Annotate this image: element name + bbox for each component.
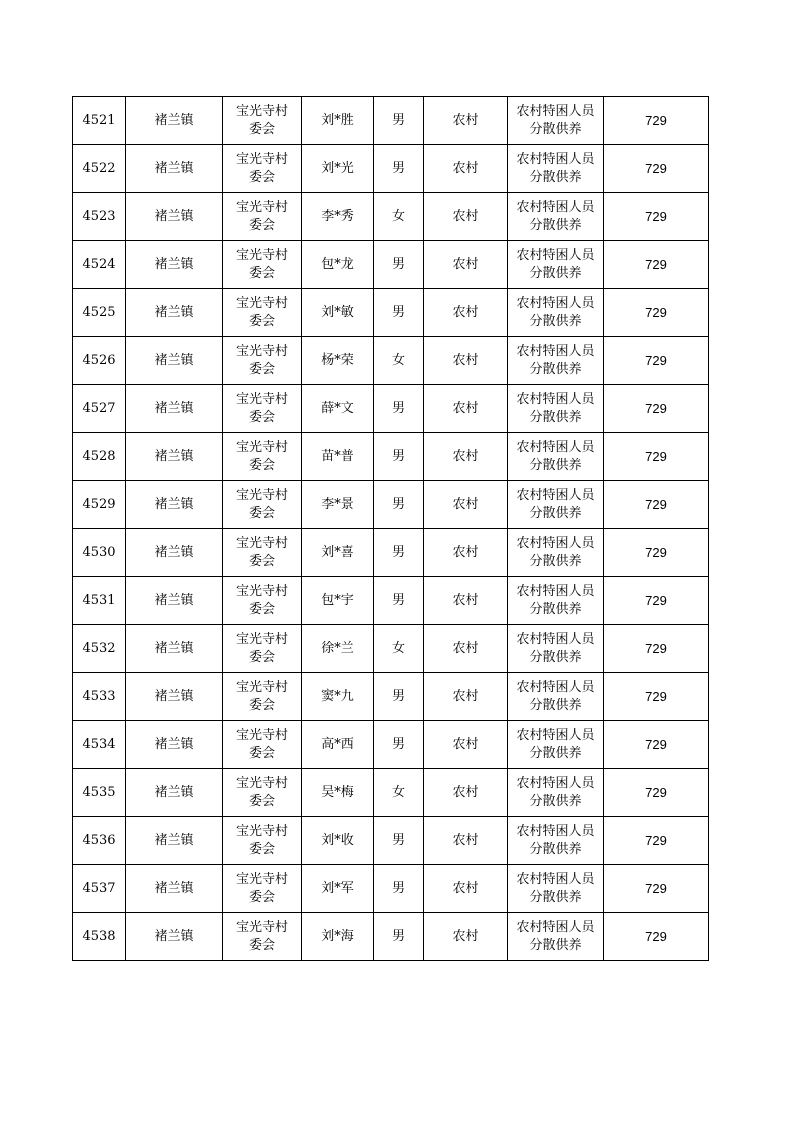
town-cell: 褚兰镇: [126, 625, 223, 673]
support-type-cell: [508, 625, 604, 673]
name-cell: 杨*荣: [302, 337, 374, 385]
town-cell: 褚兰镇: [126, 97, 223, 145]
amount-cell: 729: [604, 385, 709, 433]
village-cell: [223, 769, 302, 817]
amount-cell: 729: [604, 817, 709, 865]
village-cell-line1: 宝光寺村: [235, 727, 288, 743]
support-type-cell: [508, 193, 604, 241]
village-cell-line2: 委会: [248, 649, 275, 665]
area-cell: 农村: [424, 97, 508, 145]
village-cell-line1: 宝光寺村: [235, 151, 288, 167]
village-cell-line2: 委会: [248, 457, 275, 473]
serial-number-cell: 4536: [73, 817, 126, 865]
village-cell: [223, 97, 302, 145]
support-type-cell-line1: 农村特困人员: [516, 247, 595, 263]
amount-cell: 729: [604, 865, 709, 913]
village-cell-line1: 宝光寺村: [235, 535, 288, 551]
serial-number-cell: 4527: [73, 385, 126, 433]
table-row: [73, 241, 709, 289]
gender-cell: 男: [374, 577, 424, 625]
table-row: [73, 337, 709, 385]
support-type-cell-line1: 农村特困人员: [516, 679, 595, 695]
support-type-cell: [508, 865, 604, 913]
village-cell: [223, 721, 302, 769]
village-cell-line1: 宝光寺村: [235, 871, 288, 887]
support-type-cell-line2: 分散供养: [529, 313, 582, 329]
table-row: [73, 769, 709, 817]
serial-number-cell: 4529: [73, 481, 126, 529]
name-cell: 包*龙: [302, 241, 374, 289]
support-type-cell: [508, 577, 604, 625]
village-cell-line1: 宝光寺村: [235, 439, 288, 455]
name-cell: 包*宇: [302, 577, 374, 625]
support-type-cell-line2: 分散供养: [529, 505, 582, 521]
table-row: [73, 97, 709, 145]
name-cell: 刘*军: [302, 865, 374, 913]
support-type-cell: [508, 289, 604, 337]
area-cell: 农村: [424, 433, 508, 481]
gender-cell: 女: [374, 337, 424, 385]
support-type-cell-line2: 分散供养: [529, 121, 582, 137]
village-cell: [223, 529, 302, 577]
village-cell: [223, 865, 302, 913]
name-cell: 刘*喜: [302, 529, 374, 577]
town-cell: 褚兰镇: [126, 385, 223, 433]
support-type-cell-line2: 分散供养: [529, 889, 582, 905]
town-cell: 褚兰镇: [126, 529, 223, 577]
support-type-cell-line2: 分散供养: [529, 841, 582, 857]
serial-number-cell: 4528: [73, 433, 126, 481]
support-type-cell-line2: 分散供养: [529, 457, 582, 473]
gender-cell: 男: [374, 721, 424, 769]
support-type-cell: [508, 721, 604, 769]
village-cell-line1: 宝光寺村: [235, 199, 288, 215]
gender-cell: 男: [374, 673, 424, 721]
support-type-cell: [508, 145, 604, 193]
support-type-cell-line2: 分散供养: [529, 265, 582, 281]
village-cell: [223, 673, 302, 721]
area-cell: 农村: [424, 289, 508, 337]
town-cell: 褚兰镇: [126, 193, 223, 241]
table-row: [73, 529, 709, 577]
support-type-cell-line1: 农村特困人员: [516, 919, 595, 935]
village-cell-line2: 委会: [248, 889, 275, 905]
amount-cell: 729: [604, 241, 709, 289]
support-type-cell-line2: 分散供养: [529, 361, 582, 377]
amount-cell: 729: [604, 337, 709, 385]
support-type-cell: [508, 97, 604, 145]
gender-cell: 男: [374, 433, 424, 481]
gender-cell: 女: [374, 769, 424, 817]
area-cell: 农村: [424, 241, 508, 289]
town-cell: 褚兰镇: [126, 865, 223, 913]
gender-cell: 男: [374, 97, 424, 145]
town-cell: 褚兰镇: [126, 145, 223, 193]
support-type-cell-line2: 分散供养: [529, 745, 582, 761]
support-type-cell-line1: 农村特困人员: [516, 343, 595, 359]
support-type-cell-line1: 农村特困人员: [516, 439, 595, 455]
support-type-cell-line2: 分散供养: [529, 409, 582, 425]
village-cell-line1: 宝光寺村: [235, 775, 288, 791]
gender-cell: 男: [374, 865, 424, 913]
support-type-cell-line2: 分散供养: [529, 937, 582, 953]
area-cell: 农村: [424, 337, 508, 385]
village-cell-line2: 委会: [248, 121, 275, 137]
town-cell: 褚兰镇: [126, 481, 223, 529]
town-cell: 褚兰镇: [126, 289, 223, 337]
village-cell: [223, 193, 302, 241]
village-cell-line2: 委会: [248, 169, 275, 185]
area-cell: 农村: [424, 481, 508, 529]
amount-cell: 729: [604, 673, 709, 721]
area-cell: 农村: [424, 385, 508, 433]
table-row: [73, 193, 709, 241]
village-cell-line1: 宝光寺村: [235, 343, 288, 359]
town-cell: 褚兰镇: [126, 337, 223, 385]
records-table: [72, 96, 709, 961]
village-cell: [223, 385, 302, 433]
village-cell-line1: 宝光寺村: [235, 487, 288, 503]
name-cell: 苗*普: [302, 433, 374, 481]
serial-number-cell: 4524: [73, 241, 126, 289]
name-cell: 刘*胜: [302, 97, 374, 145]
gender-cell: 男: [374, 241, 424, 289]
village-cell-line2: 委会: [248, 265, 275, 281]
amount-cell: 729: [604, 721, 709, 769]
serial-number-cell: 4522: [73, 145, 126, 193]
amount-cell: 729: [604, 145, 709, 193]
village-cell: [223, 289, 302, 337]
name-cell: 徐*兰: [302, 625, 374, 673]
records-table-body: [73, 97, 709, 961]
support-type-cell: [508, 433, 604, 481]
gender-cell: 男: [374, 913, 424, 961]
support-type-cell-line2: 分散供养: [529, 697, 582, 713]
table-row: [73, 625, 709, 673]
table-row: [73, 145, 709, 193]
serial-number-cell: 4530: [73, 529, 126, 577]
amount-cell: 729: [604, 577, 709, 625]
village-cell-line2: 委会: [248, 217, 275, 233]
support-type-cell: [508, 913, 604, 961]
village-cell-line2: 委会: [248, 841, 275, 857]
name-cell: 刘*光: [302, 145, 374, 193]
support-type-cell-line1: 农村特困人员: [516, 631, 595, 647]
table-row: [73, 673, 709, 721]
area-cell: 农村: [424, 817, 508, 865]
name-cell: 李*秀: [302, 193, 374, 241]
area-cell: 农村: [424, 193, 508, 241]
support-type-cell: [508, 529, 604, 577]
serial-number-cell: 4525: [73, 289, 126, 337]
village-cell-line1: 宝光寺村: [235, 583, 288, 599]
support-type-cell-line2: 分散供养: [529, 217, 582, 233]
village-cell-line1: 宝光寺村: [235, 103, 288, 119]
village-cell-line1: 宝光寺村: [235, 823, 288, 839]
amount-cell: 729: [604, 913, 709, 961]
amount-cell: 729: [604, 433, 709, 481]
name-cell: 刘*收: [302, 817, 374, 865]
town-cell: 褚兰镇: [126, 769, 223, 817]
table-row: [73, 385, 709, 433]
village-cell: [223, 817, 302, 865]
support-type-cell-line1: 农村特困人员: [516, 103, 595, 119]
support-type-cell-line1: 农村特困人员: [516, 199, 595, 215]
serial-number-cell: 4526: [73, 337, 126, 385]
support-type-cell-line2: 分散供养: [529, 649, 582, 665]
village-cell: [223, 145, 302, 193]
support-type-cell: [508, 337, 604, 385]
amount-cell: 729: [604, 193, 709, 241]
support-type-cell: [508, 673, 604, 721]
name-cell: 李*景: [302, 481, 374, 529]
gender-cell: 男: [374, 481, 424, 529]
gender-cell: 男: [374, 385, 424, 433]
village-cell-line2: 委会: [248, 313, 275, 329]
table-row: [73, 865, 709, 913]
village-cell-line2: 委会: [248, 553, 275, 569]
serial-number-cell: 4533: [73, 673, 126, 721]
village-cell-line1: 宝光寺村: [235, 295, 288, 311]
area-cell: 农村: [424, 577, 508, 625]
name-cell: 窦*九: [302, 673, 374, 721]
village-cell-line2: 委会: [248, 793, 275, 809]
table-row: [73, 433, 709, 481]
gender-cell: 女: [374, 625, 424, 673]
amount-cell: 729: [604, 625, 709, 673]
table-row: [73, 289, 709, 337]
support-type-cell-line1: 农村特困人员: [516, 775, 595, 791]
village-cell-line1: 宝光寺村: [235, 631, 288, 647]
table-row: [73, 577, 709, 625]
amount-cell: 729: [604, 289, 709, 337]
village-cell-line1: 宝光寺村: [235, 247, 288, 263]
area-cell: 农村: [424, 529, 508, 577]
village-cell-line2: 委会: [248, 745, 275, 761]
serial-number-cell: 4535: [73, 769, 126, 817]
area-cell: 农村: [424, 625, 508, 673]
village-cell: [223, 241, 302, 289]
support-type-cell-line1: 农村特困人员: [516, 583, 595, 599]
support-type-cell-line2: 分散供养: [529, 169, 582, 185]
town-cell: 褚兰镇: [126, 721, 223, 769]
amount-cell: 729: [604, 481, 709, 529]
village-cell: [223, 337, 302, 385]
village-cell-line2: 委会: [248, 409, 275, 425]
name-cell: 高*西: [302, 721, 374, 769]
support-type-cell-line1: 农村特困人员: [516, 151, 595, 167]
village-cell: [223, 577, 302, 625]
support-type-cell-line2: 分散供养: [529, 793, 582, 809]
village-cell-line2: 委会: [248, 505, 275, 521]
serial-number-cell: 4523: [73, 193, 126, 241]
area-cell: 农村: [424, 769, 508, 817]
town-cell: 褚兰镇: [126, 433, 223, 481]
support-type-cell: [508, 769, 604, 817]
name-cell: 刘*敏: [302, 289, 374, 337]
area-cell: 农村: [424, 721, 508, 769]
gender-cell: 男: [374, 145, 424, 193]
support-type-cell-line2: 分散供养: [529, 553, 582, 569]
serial-number-cell: 4531: [73, 577, 126, 625]
amount-cell: 729: [604, 97, 709, 145]
serial-number-cell: 4521: [73, 97, 126, 145]
gender-cell: 女: [374, 193, 424, 241]
support-type-cell: [508, 241, 604, 289]
gender-cell: 男: [374, 529, 424, 577]
village-cell-line1: 宝光寺村: [235, 391, 288, 407]
village-cell-line2: 委会: [248, 697, 275, 713]
town-cell: 褚兰镇: [126, 913, 223, 961]
gender-cell: 男: [374, 289, 424, 337]
support-type-cell: [508, 385, 604, 433]
village-cell-line1: 宝光寺村: [235, 919, 288, 935]
town-cell: 褚兰镇: [126, 817, 223, 865]
village-cell-line2: 委会: [248, 361, 275, 377]
name-cell: 刘*海: [302, 913, 374, 961]
amount-cell: 729: [604, 529, 709, 577]
gender-cell: 男: [374, 817, 424, 865]
area-cell: 农村: [424, 913, 508, 961]
area-cell: 农村: [424, 865, 508, 913]
town-cell: 褚兰镇: [126, 673, 223, 721]
support-type-cell-line1: 农村特困人员: [516, 535, 595, 551]
support-type-cell-line1: 农村特困人员: [516, 391, 595, 407]
table-row: [73, 721, 709, 769]
name-cell: 薛*文: [302, 385, 374, 433]
support-type-cell-line1: 农村特困人员: [516, 823, 595, 839]
town-cell: 褚兰镇: [126, 241, 223, 289]
support-type-cell-line1: 农村特困人员: [516, 487, 595, 503]
area-cell: 农村: [424, 145, 508, 193]
table-row: [73, 481, 709, 529]
amount-cell: 729: [604, 769, 709, 817]
village-cell: [223, 433, 302, 481]
village-cell-line1: 宝光寺村: [235, 679, 288, 695]
table-row: [73, 817, 709, 865]
village-cell-line2: 委会: [248, 601, 275, 617]
support-type-cell: [508, 817, 604, 865]
village-cell: [223, 913, 302, 961]
support-type-cell-line2: 分散供养: [529, 601, 582, 617]
support-type-cell: [508, 481, 604, 529]
serial-number-cell: 4537: [73, 865, 126, 913]
support-type-cell-line1: 农村特困人员: [516, 727, 595, 743]
village-cell: [223, 481, 302, 529]
name-cell: 吴*梅: [302, 769, 374, 817]
support-type-cell-line1: 农村特困人员: [516, 295, 595, 311]
table-row: [73, 913, 709, 961]
village-cell: [223, 625, 302, 673]
serial-number-cell: 4532: [73, 625, 126, 673]
serial-number-cell: 4538: [73, 913, 126, 961]
town-cell: 褚兰镇: [126, 577, 223, 625]
serial-number-cell: 4534: [73, 721, 126, 769]
support-type-cell-line1: 农村特困人员: [516, 871, 595, 887]
area-cell: 农村: [424, 673, 508, 721]
village-cell-line2: 委会: [248, 937, 275, 953]
